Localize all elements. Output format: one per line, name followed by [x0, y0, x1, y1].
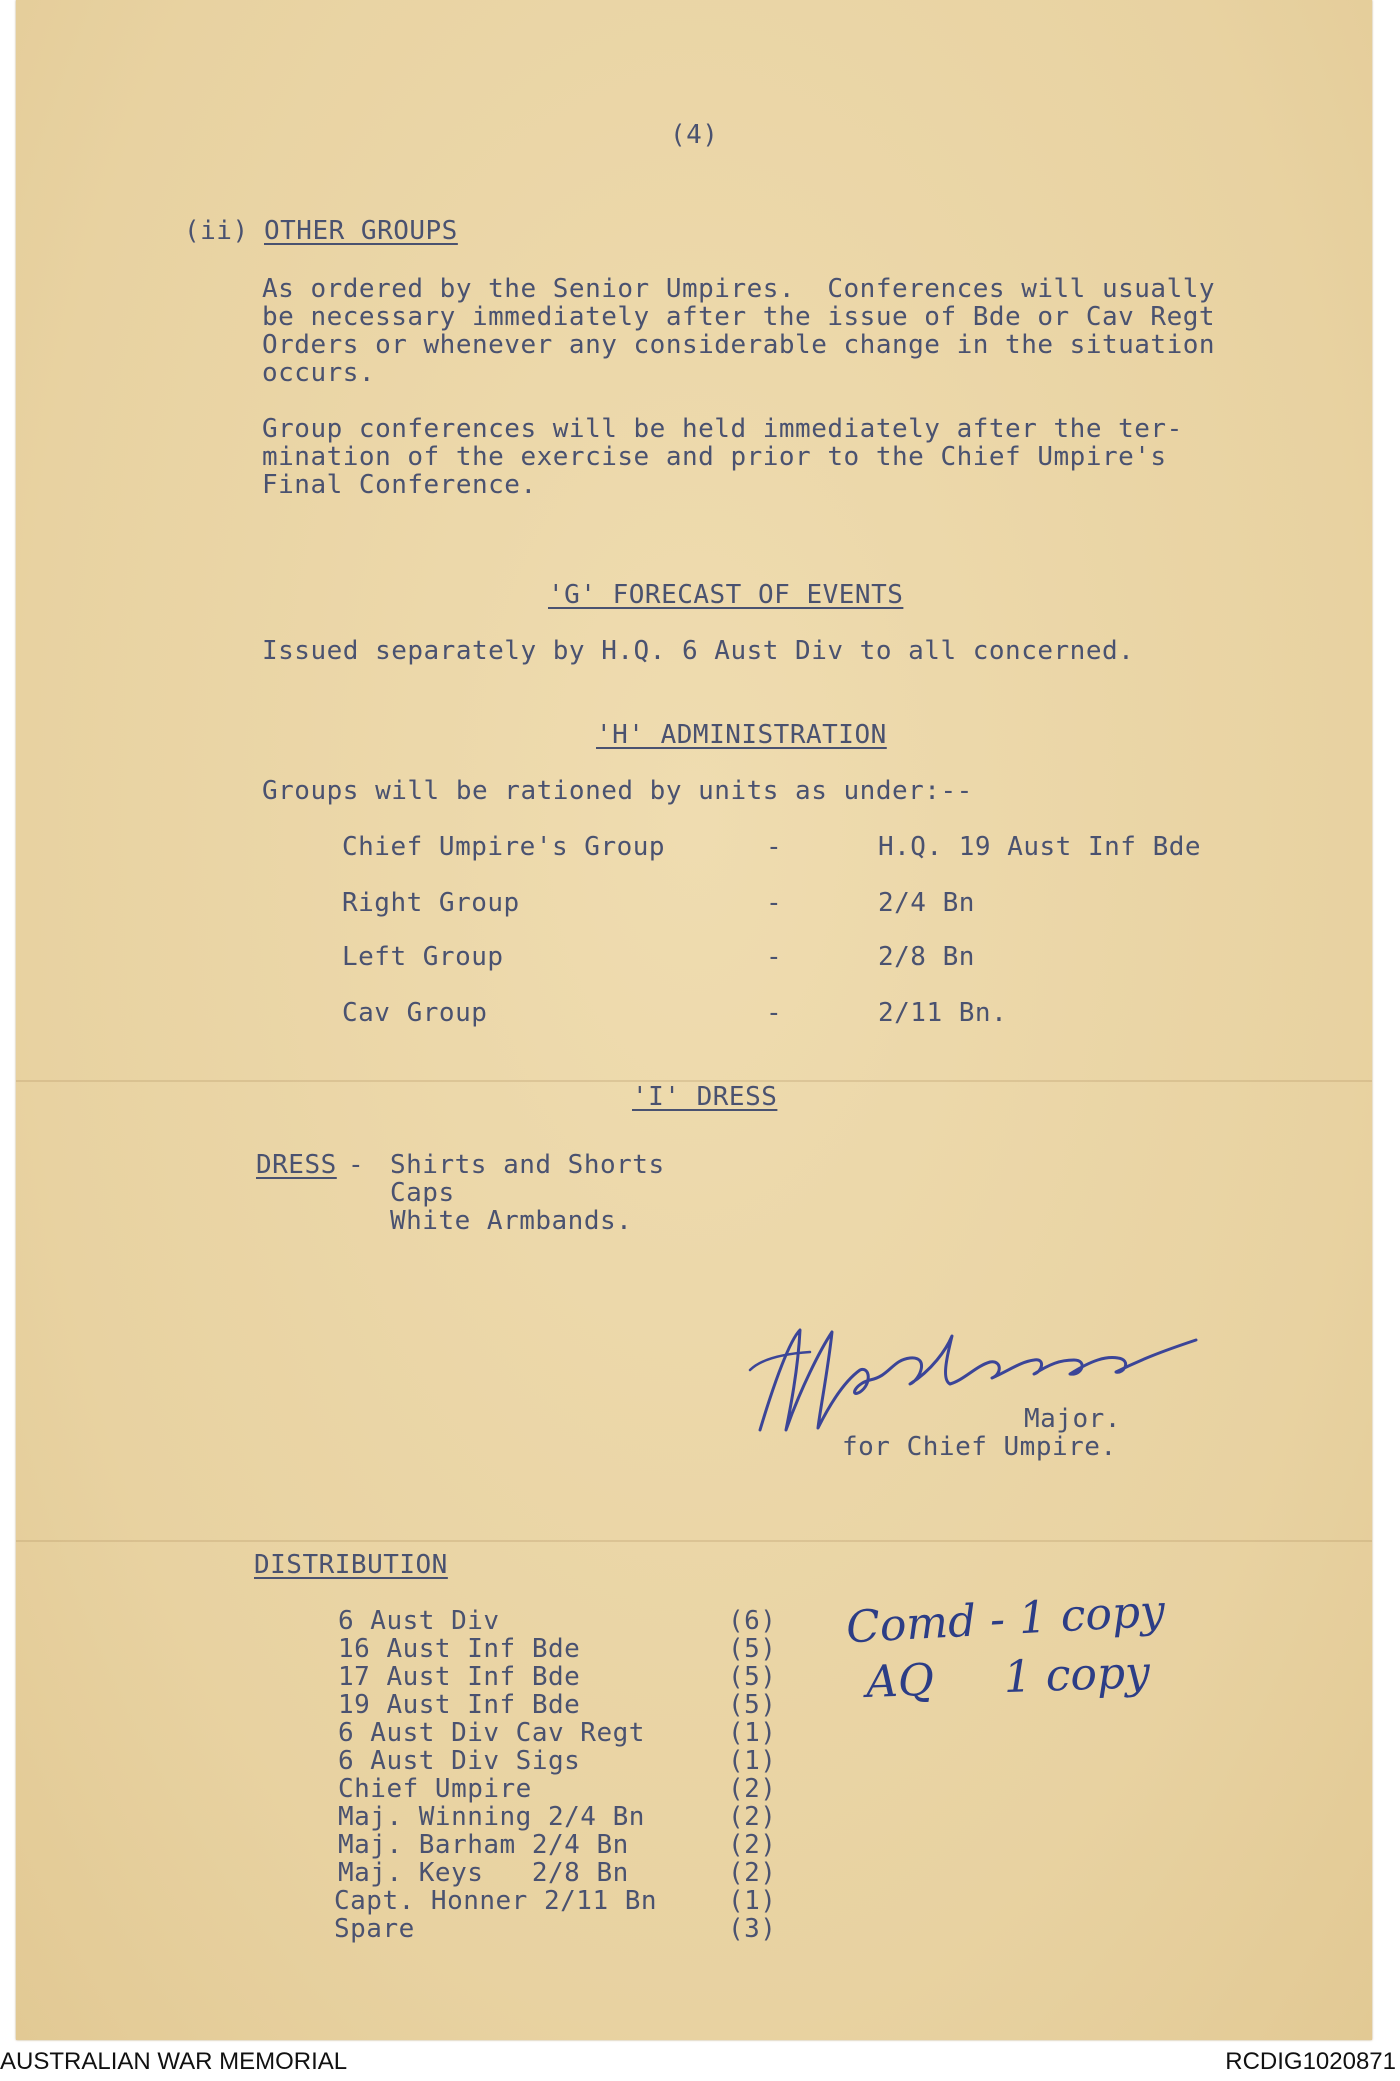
ration-dash: - [766, 832, 783, 862]
distribution-count: (2) [728, 1802, 777, 1832]
distribution-name: Chief Umpire [338, 1774, 532, 1804]
dress-item: White Armbands. [390, 1206, 633, 1236]
signature-role: for Chief Umpire. [842, 1432, 1117, 1462]
footer-right: RCDIG1020871 [1225, 2048, 1396, 2075]
ration-unit: H.Q. 19 Aust Inf Bde [878, 832, 1202, 862]
distribution-name: Spare [334, 1914, 415, 1944]
handwritten-note: AQ 1 copy [865, 1647, 1151, 1708]
handwritten-note: Comd - 1 copy [844, 1585, 1167, 1654]
section-ii-para1-line: occurs. [262, 358, 376, 388]
dress-label: DRESS [256, 1150, 337, 1180]
distribution-count: (1) [728, 1718, 777, 1748]
fold-line [16, 1540, 1372, 1542]
distribution-count: (1) [728, 1746, 777, 1776]
dress-dash: - [348, 1150, 365, 1180]
distribution-count: (2) [728, 1774, 777, 1804]
ration-dash: - [766, 998, 783, 1028]
section-ii-label: (ii) [184, 216, 249, 246]
section-ii-para2-line: Final Conference. [262, 470, 537, 500]
distribution-name: 17 Aust Inf Bde [338, 1662, 581, 1692]
distribution-name: 16 Aust Inf Bde [338, 1634, 581, 1664]
ration-dash: - [766, 942, 783, 972]
distribution-name: 6 Aust Div Sigs [338, 1746, 581, 1776]
ration-unit: 2/11 Bn. [878, 998, 1008, 1028]
section-ii-heading: OTHER GROUPS [264, 216, 458, 246]
signature-rank: Major. [1024, 1404, 1121, 1434]
ration-unit: 2/8 Bn [878, 942, 975, 972]
ration-group: Cav Group [342, 998, 488, 1028]
distribution-name: Capt. Honner 2/11 Bn [334, 1886, 658, 1916]
section-ii-para2-line: Group conferences will be held immediately after the ter- [262, 414, 1183, 444]
distribution-name: 19 Aust Inf Bde [338, 1690, 581, 1720]
distribution-heading: DISTRIBUTION [254, 1550, 448, 1580]
ration-group: Left Group [342, 942, 504, 972]
footer-left: AUSTRALIAN WAR MEMORIAL [0, 2048, 348, 2075]
section-ii-para1-line: be necessary immediately after the issue of Bde or Cav Regt [262, 302, 1216, 332]
ration-unit: 2/4 Bn [878, 888, 975, 918]
page-number: (4) [670, 120, 719, 150]
distribution-count: (3) [728, 1914, 777, 1944]
section-ii-para1-line: Orders or whenever any considerable change in the situation [262, 330, 1216, 360]
distribution-name: 6 Aust Div Cav Regt [338, 1718, 645, 1748]
distribution-count: (5) [728, 1634, 777, 1664]
section-g-heading: 'G' FORECAST OF EVENTS [548, 580, 904, 610]
ration-dash: - [766, 888, 783, 918]
section-h-intro: Groups will be rationed by units as under:-- [262, 776, 973, 806]
signature-graphic [720, 1300, 1210, 1450]
distribution-name: Maj. Winning 2/4 Bn [338, 1802, 645, 1832]
section-ii-para2-line: mination of the exercise and prior to the Chief Umpire's [262, 442, 1167, 472]
section-ii-para1-line: As ordered by the Senior Umpires. Conferences will usually [262, 274, 1216, 304]
section-g-text: Issued separately by H.Q. 6 Aust Div to all concerned. [262, 636, 1135, 666]
distribution-name: Maj. Barham 2/4 Bn [338, 1830, 629, 1860]
distribution-name: Maj. Keys 2/8 Bn [338, 1858, 629, 1888]
ration-group: Right Group [342, 888, 520, 918]
dress-item: Caps [390, 1178, 455, 1208]
section-h-heading: 'H' ADMINISTRATION [596, 720, 887, 750]
distribution-name: 6 Aust Div [338, 1606, 500, 1636]
distribution-count: (5) [728, 1662, 777, 1692]
distribution-count: (2) [728, 1830, 777, 1860]
distribution-count: (2) [728, 1858, 777, 1888]
distribution-count: (6) [728, 1606, 777, 1636]
ration-group: Chief Umpire's Group [342, 832, 666, 862]
distribution-count: (5) [728, 1690, 777, 1720]
distribution-count: (1) [728, 1886, 777, 1916]
dress-item: Shirts and Shorts [390, 1150, 665, 1180]
section-i-heading: 'I' DRESS [632, 1082, 778, 1112]
